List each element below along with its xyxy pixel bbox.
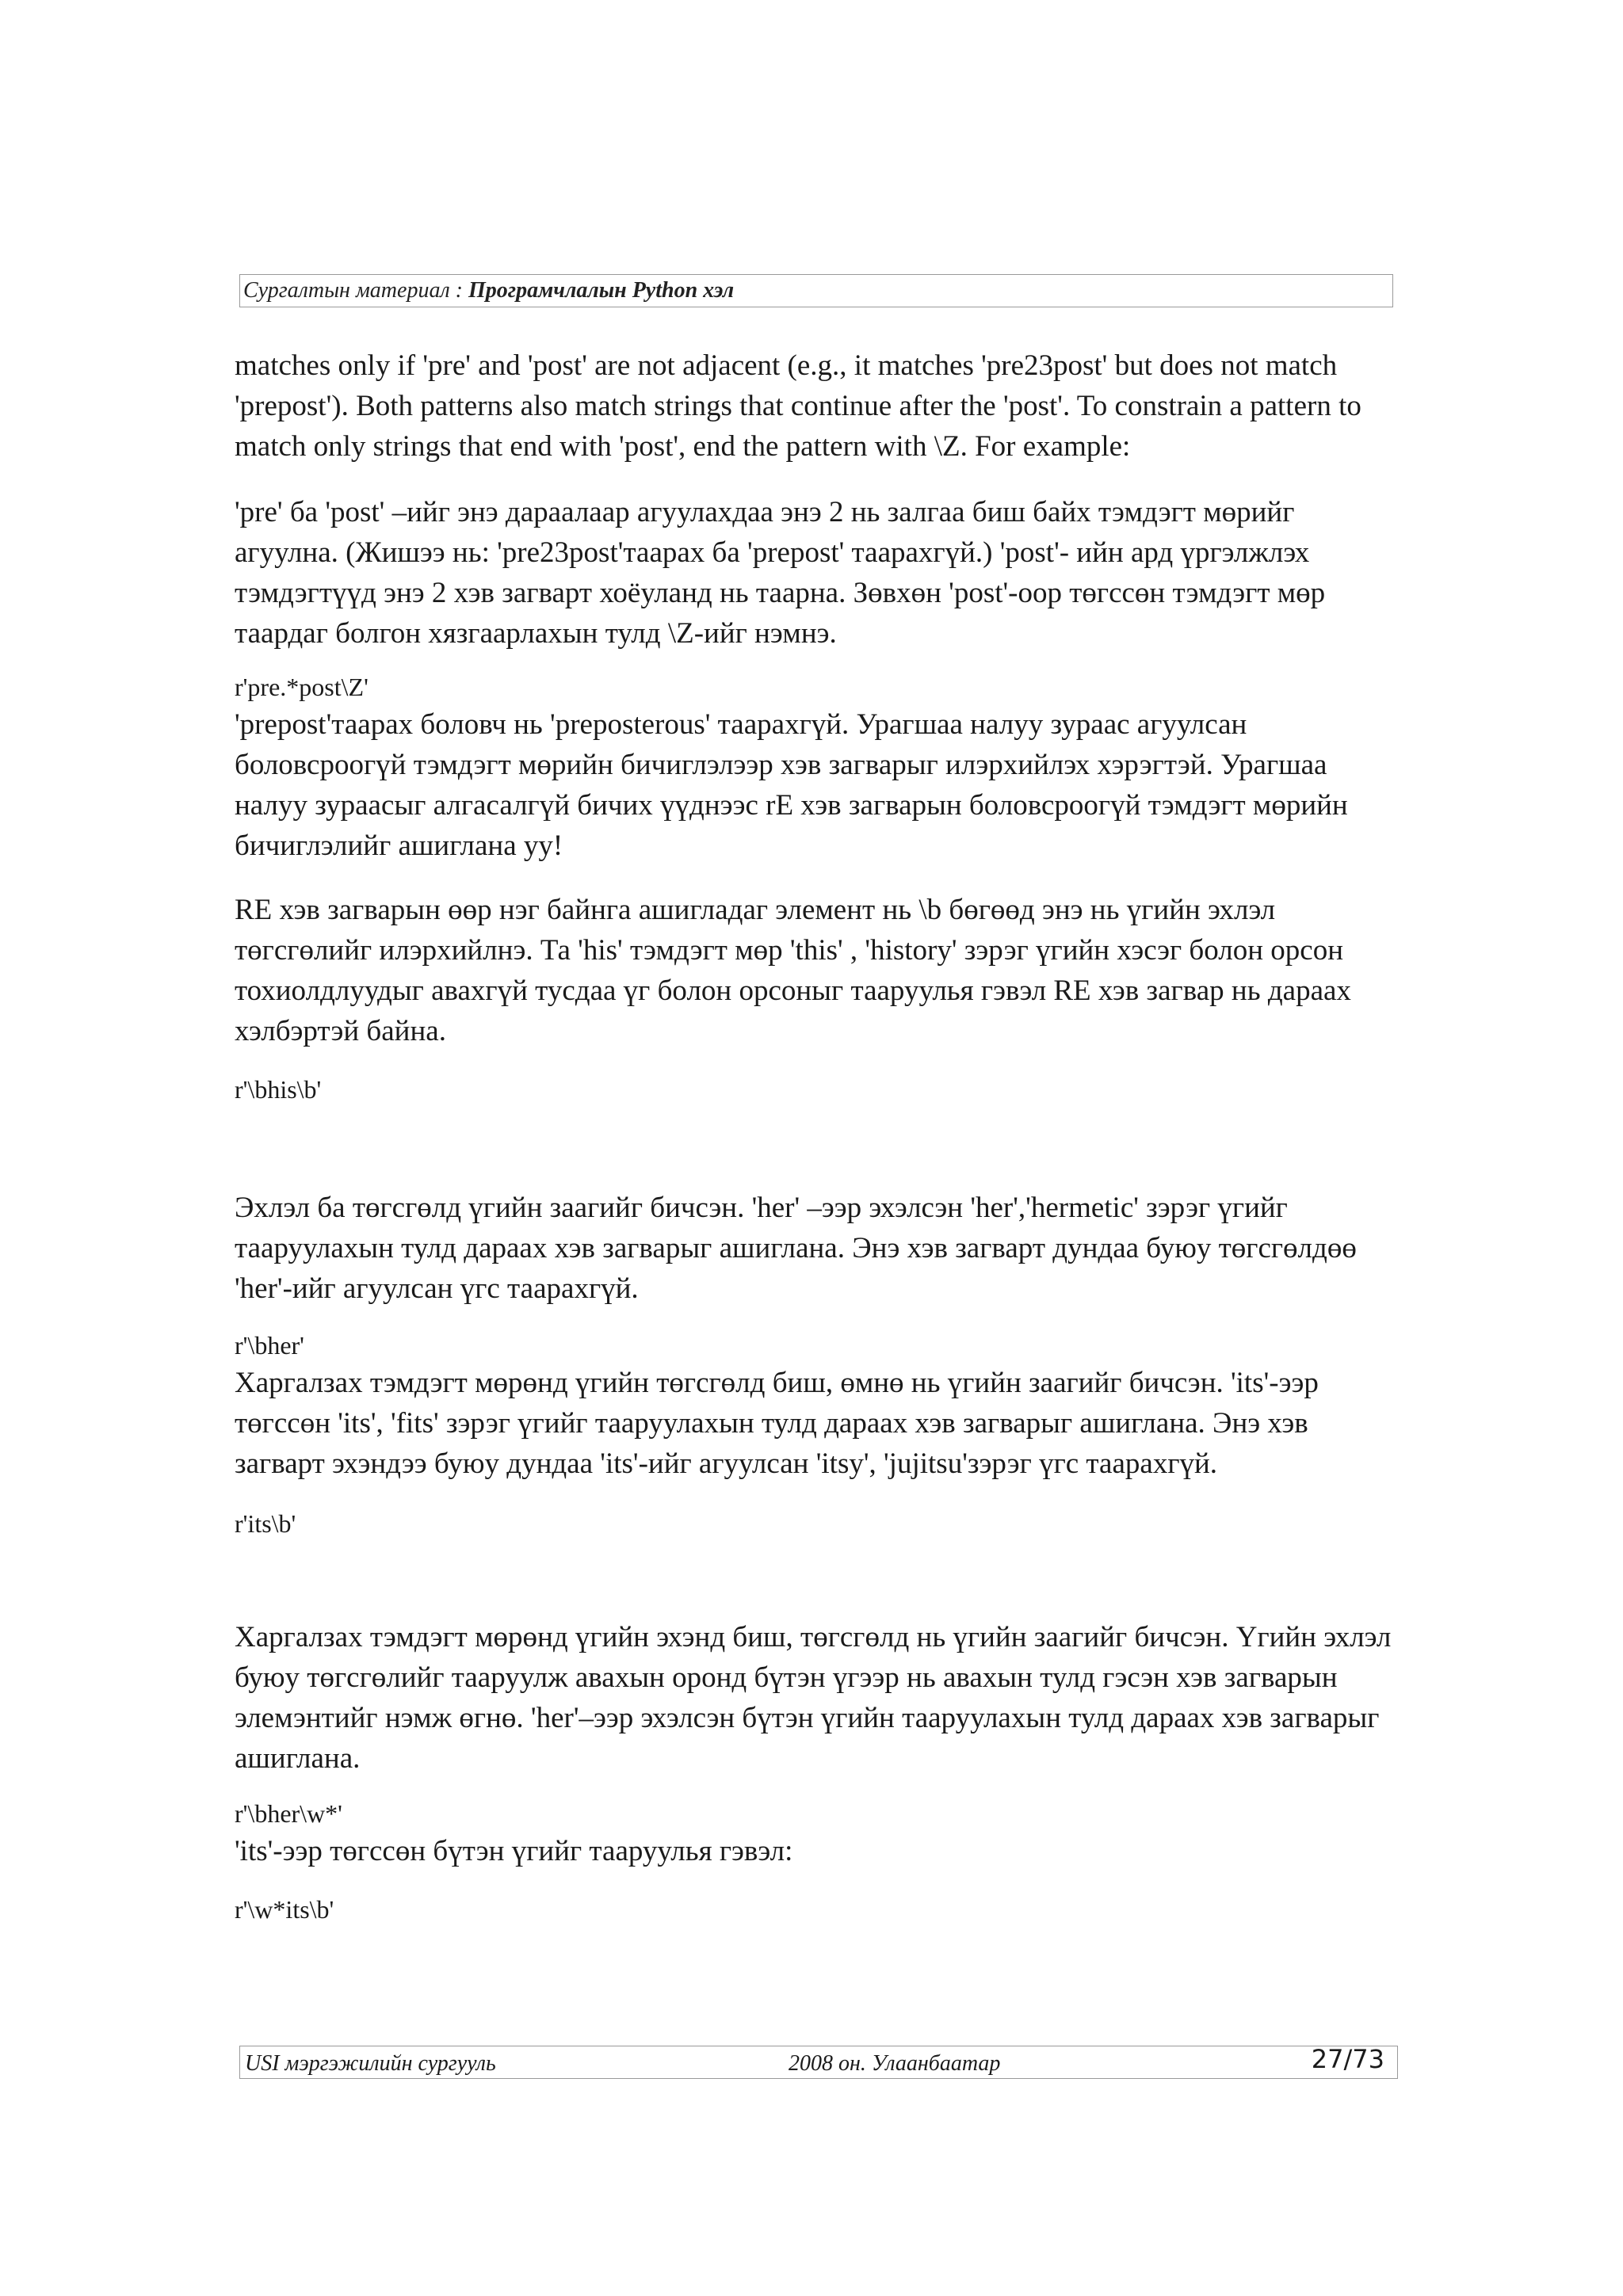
code-line: r'\w*its\b' — [235, 1895, 334, 1924]
code-line: r'\bhis\b' — [235, 1075, 322, 1104]
paragraph: RE хэв загварын өөр нэг байнга ашигладаг элемент нь \b бөгөөд энэ нь үгийн эхлэл төгсгөлийг илэрхийлнэ. Та 'his' тэмдэгт мөр 'this' , 'history' зэрэг үгийн хэсэг болон орсон тохиолдлуудыг авахгүй тусдаа үг болон орсоныг тааруулья гэвэл RE хэв загвар нь дараах хэлбэртэй байна. — [235, 894, 1351, 1047]
paragraph: matches only if 'pre' and 'post' are not adjacent (e.g., it matches 'pre23post' but does not match 'prepost'). Both patterns also match strings that continue after the 'post'. To constrain a pattern to match only strings that end with 'post', end the pattern with \Z. For example: — [235, 349, 1361, 463]
paragraph: 'prepost'таарах боловч нь 'preposterous' таарахгүй. Урагшаа налуу зураас агуулсан боловсроогүй тэмдэгт мөрийн бичиглэлээр хэв загварыг илэрхийлэх хэрэгтэй. Урагшаа налуу зураасыг алгасалгүй бичих үүднээс rE хэв загварын боловсроогүй тэмдэгт мөрийн бичиглэлийг ашиглана уу! — [235, 708, 1348, 862]
code-line: r'\bher\w*' — [235, 1799, 342, 1828]
header-title: Програмчлалын Python хэл — [468, 278, 735, 303]
header-prefix: Сургалтын материал : — [243, 278, 468, 303]
paragraph: Харгалзах тэмдэгт мөрөнд үгийн эхэнд биш, төгсгөлд нь үгийн заагийг бичсэн. Үгийн эхлэл буюу төгсгөлийг тааруулж авахын оронд бүтэн үгээр нь авахын тулд гэсэн хэв загварын элемэнтийг нэмж өгнө. 'her'–ээр эхэлсэн бүтэн үгийн тааруулахын тулд дараах хэв загварыг ашиглана. — [235, 1621, 1392, 1775]
code-line: r'pre.*post\Z' — [235, 673, 369, 701]
page-header — [239, 274, 1393, 307]
paragraph: 'pre' ба 'post' –ийг энэ дараалаар агуулахдаа энэ 2 нь залгаа биш байх тэмдэгт мөрийг агуулна. (Жишээ нь: 'pre23post'таарах ба 'prepost' таарахгүй.) 'post'- ийн ард үргэлжлэх тэмдэгтүүд энэ 2 хэв загварт хоёуланд нь таарна. Зөвхөн 'post'-оор төгссөн тэмдэгт мөр таардаг болгон хязгаарлахын тулд \Z-ийг нэмнэ. — [235, 496, 1326, 650]
footer-date-place: 2008 он. Улаанбаатар — [789, 2051, 1001, 2076]
paragraph: 'its'-ээр төгссөн бүтэн үгийг тааруулья гэвэл: — [235, 1835, 793, 1867]
footer-school: USI мэргэжилийн сургууль — [245, 2051, 496, 2076]
code-line: r'its\b' — [235, 1509, 296, 1538]
paragraph: Харгалзах тэмдэгт мөрөнд үгийн төгсгөлд биш, өмнө нь үгийн заагийг бичсэн. 'its'-ээр төгссөн 'its', 'fits' зэрэг үгийг тааруулахын тулд дараах хэв загварыг ашиглана. Энэ хэв загварт эхэндээ буюу дундаа 'its'-ийг агуулсан 'itsy', 'jujitsu'зэрэг үгс таарахгүй. — [235, 1367, 1319, 1480]
code-line: r'\bher' — [235, 1331, 304, 1360]
page-footer — [239, 2046, 1398, 2079]
page-number: 27/73 — [1311, 2044, 1384, 2074]
paragraph: Эхлэл ба төгсгөлд үгийн заагийг бичсэн. 'her' –ээр эхэлсэн 'her','hermetic' зэрэг үгийг тааруулахын тулд дараах хэв загварыг ашиглана. Энэ хэв загварт дундаа буюу төгсгөлдөө 'her'-ийг агуулсан үгс таарахгүй. — [235, 1192, 1357, 1305]
document-body — [235, 345, 1400, 1927]
